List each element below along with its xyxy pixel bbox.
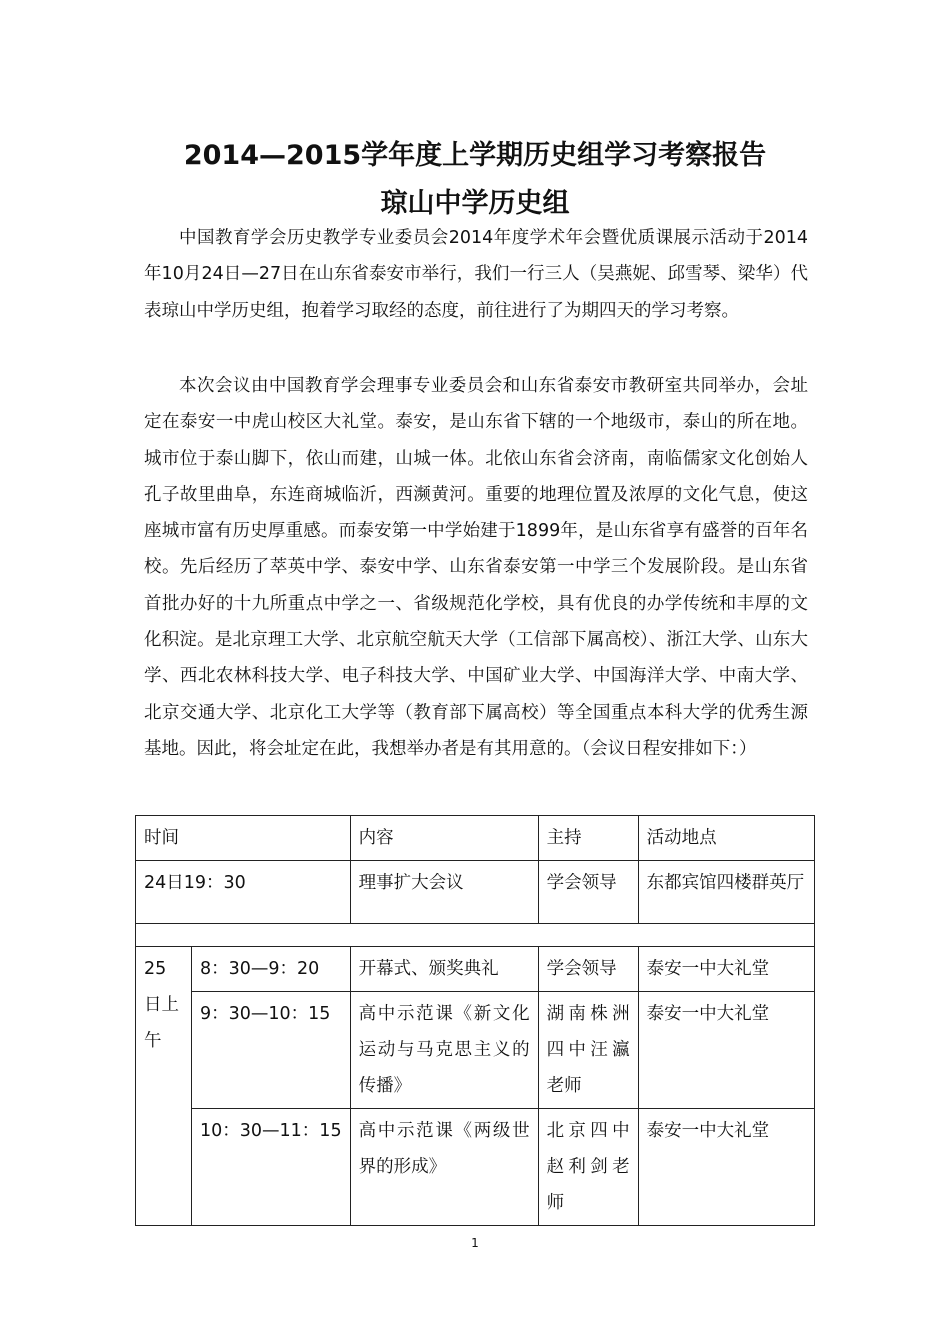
cell-day: 25日上午 [136, 947, 192, 1226]
table-row [136, 992, 815, 1109]
paragraph-text: 本次会议由中国教育学会理事专业委员会和山东省泰安市教研室共同举办，会址定在泰安一中虎山校区大礼堂。泰安，是山东省下辖的一个地级市，泰山的所在地。城市位于泰山脚下，依山而建，山城一体。北依山东省会济南，南临儒家文化创始人孔子故里曲阜，东连商城临沂，西濒黄河。重要的地理位置及浓厚的文化气息，使这座城市富有历史厚重感。而泰安第一中学始建于1899年，是山东省享有盛誉的百年名校。先后经历了萃英中学、泰安中学、山东省泰安第一中学三个发展阶段。是山东省首批办好的十九所重点中学之一、省级规范化学校，具有优良的办学传统和丰厚的文化积淀。是北京理工大学、北京航空航天大学（工信部下属高校）、浙江大学、山东大学、西北农林科技大学、电子科技大学、中国矿业大学、中国海洋大学、中南大学、北京交通大学、北京化工大学等（教育部下属高校）等全国重点本科大学的优秀生源基地。因此，将会址定在此，我想举办者是有其用意的。（会议日程安排如下：） [144, 376, 808, 759]
paragraph-text: 中国教育学会历史教学专业委员会2014年度学术年会暨优质课展示活动于2014年10月24日—27日在山东省泰安市举行，我们一行三人（吴燕妮、邱雪琴、梁华）代表琼山中学历史组，抱着学习取经的态度，前往进行了为期四天的学习考察。 [144, 228, 808, 321]
table-row [136, 947, 815, 992]
cell-host: 学会领导 [538, 861, 638, 924]
cell-time: 10：30—11：15 [192, 1109, 351, 1226]
report-subtitle: 琼山中学历史组 [380, 188, 570, 219]
page-number: 1 [471, 1236, 479, 1250]
cell-time: 24日19：30 [136, 861, 351, 924]
cell-place: 泰安一中大礼堂 [638, 1109, 814, 1226]
cell-place: 泰安一中大礼堂 [638, 947, 814, 992]
table-row [136, 861, 815, 924]
cell-content: 理事扩大会议 [350, 861, 538, 924]
header-place: 活动地点 [638, 816, 814, 861]
table-header-row [136, 816, 815, 861]
cell-time: 8：30—9：20 [192, 947, 351, 992]
paragraph-2 [144, 368, 808, 767]
header-time: 时间 [136, 816, 351, 861]
cell-time: 9：30—10：15 [192, 992, 351, 1109]
cell-host: 学会领导 [538, 947, 638, 992]
table-spacer-row [136, 924, 815, 947]
report-title: 2014—2015学年度上学期历史组学习考察报告 [183, 140, 767, 171]
spacer-cell [136, 924, 815, 947]
header-host: 主持 [538, 816, 638, 861]
cell-place: 泰安一中大礼堂 [638, 992, 814, 1109]
cell-host: 北京四中赵利剑老师 [538, 1109, 638, 1226]
cell-place: 东都宾馆四楼群英厅 [638, 861, 814, 924]
header-content: 内容 [350, 816, 538, 861]
cell-content: 开幕式、颁奖典礼 [350, 947, 538, 992]
schedule-table [135, 815, 815, 1226]
cell-content: 高中示范课《新文化运动与马克思主义的传播》 [350, 992, 538, 1109]
table-row [136, 1109, 815, 1226]
cell-content: 高中示范课《两级世界的形成》 [350, 1109, 538, 1226]
cell-host: 湖南株洲四中汪瀛老师 [538, 992, 638, 1109]
paragraph-1 [144, 220, 808, 329]
